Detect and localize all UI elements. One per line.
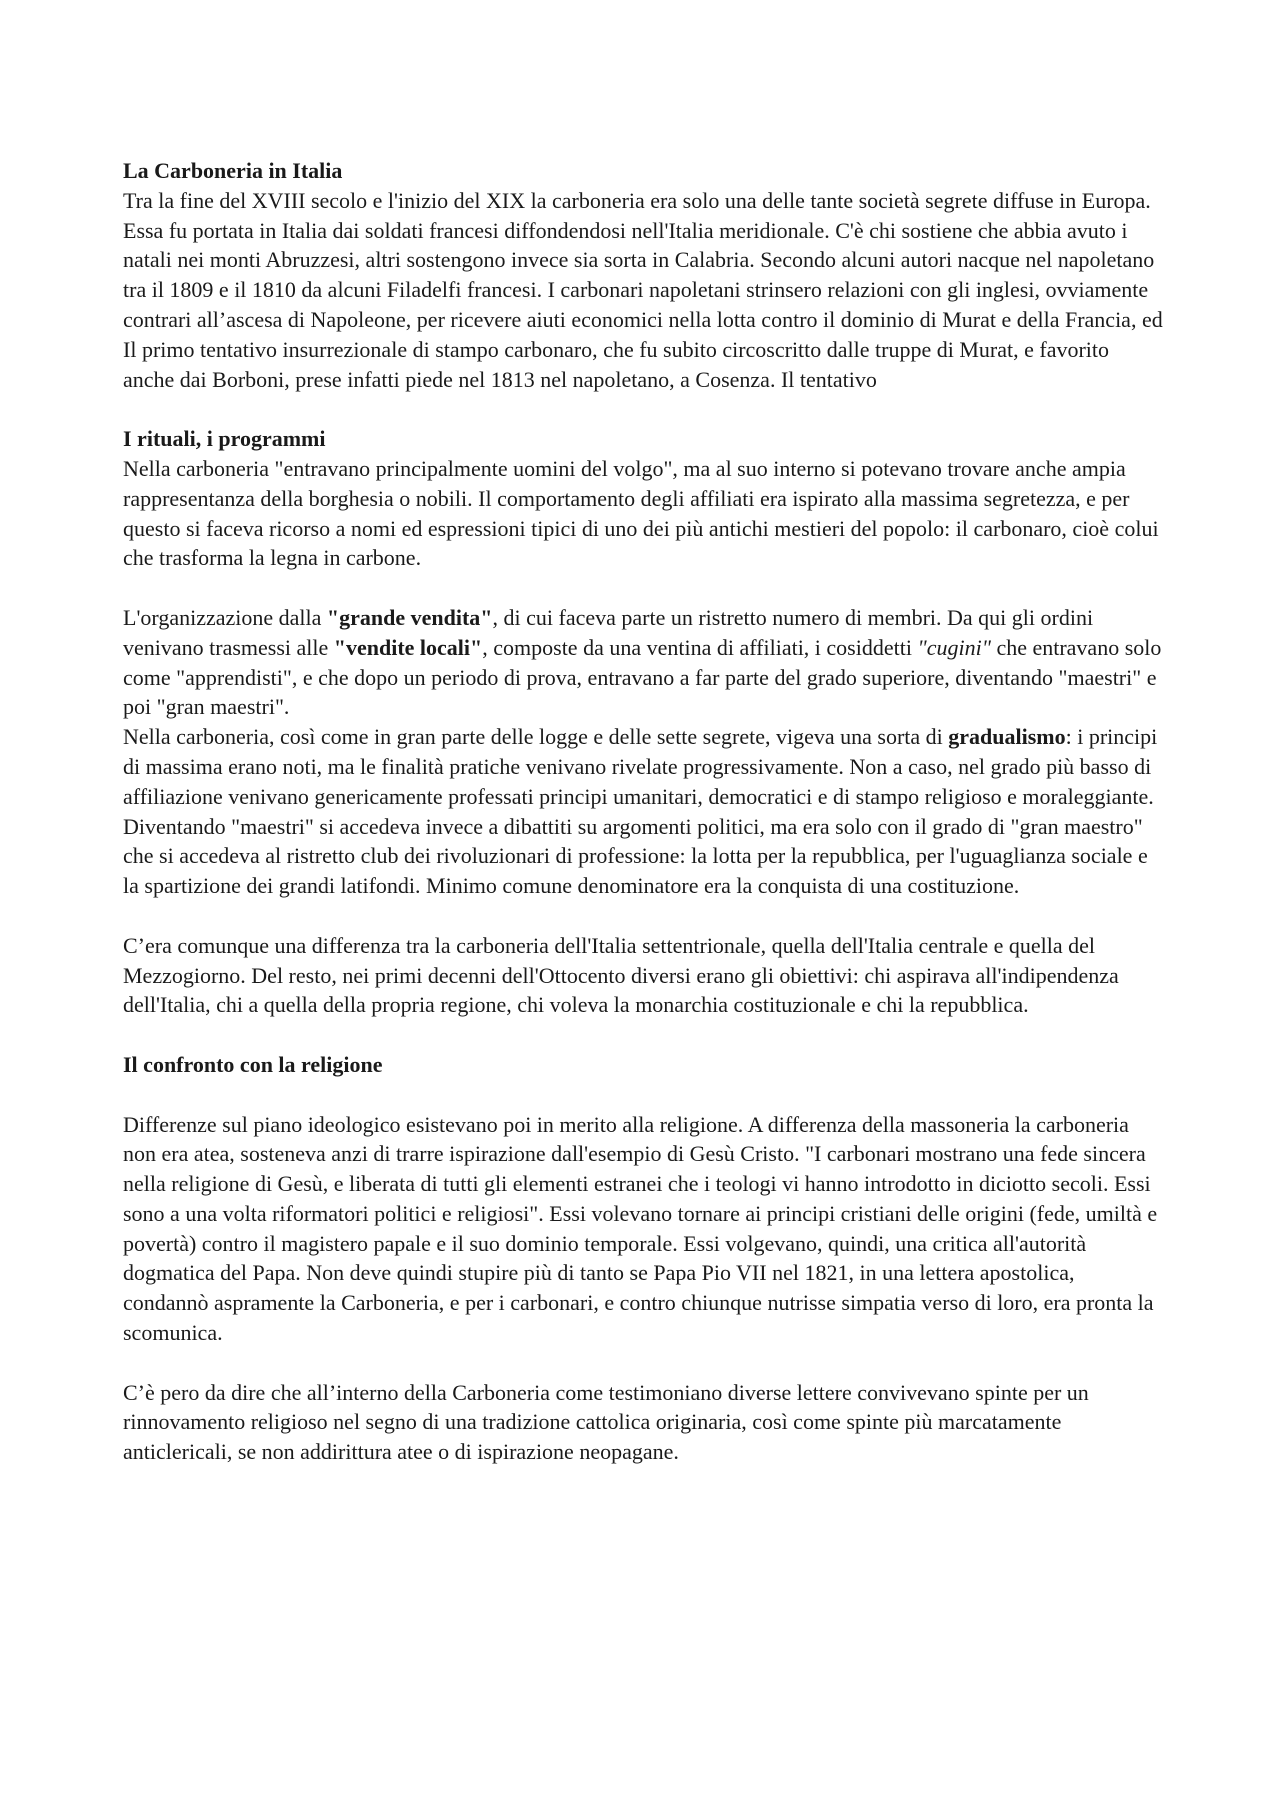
spacer [123, 901, 1163, 931]
text-run: L'organizzazione dalla [123, 604, 327, 630]
text-run: che entravano solo come "apprendisti", e che dopo un periodo di prova, entravano a far parte del grado superiore, diventando "maestri" e poi "gran maestri". [123, 634, 1162, 720]
spacer [123, 1020, 1163, 1050]
paragraph-internal-currents: C’è pero da dire che all’interno della Carboneria come testimoniano diverse lettere convivevano spinte per un rinnovamento religioso nel segno di una tradizione cattolica originaria, così come spinte più marcatamente anticlericali, se non addirittura atee o di ispirazione neopagane. [123, 1379, 1089, 1465]
text-run: , di cui faceva parte un ristretto numero di membri. Da qui gli ordini venivano trasmessi alle [123, 604, 1094, 660]
bold-term-vendite-locali: "vendite locali" [333, 634, 483, 660]
text-run: , composte da una ventina di affiliati, i cosiddetti [482, 634, 918, 660]
spacer [123, 1348, 1163, 1378]
section-heading-rituali-programmi: I rituali, i programmi [123, 426, 326, 452]
paragraph-origins: Tra la fine del XVIII secolo e l'inizio del XIX la carboneria era solo una delle tante società segrete diffuse in Europa. Essa fu portata in Italia dai soldati francesi diffondendosi nell'Italia meridionale. C'è chi sostiene che abbia avuto i natali nei monti Abruzzesi, altri sostengono invece sia sorta in Calabria. Secondo alcuni autori nacque nel napoletano tra il 1809 e il 1810 da alcuni Filadelfi francesi. I carbonari napoletani strinsero relazioni con gli inglesi, ovviamente contrari all’ascesa di Napoleone, per ricevere aiuti economici nella lotta contro il dominio di Murat e della Francia, ed Il primo tentativo insurrezionale di stampo carbonaro, che fu subito circoscritto dalle truppe di Murat, e favorito anche dai Borboni, prese infatti piede nel 1813 nel napoletano, a Cosenza. Il tentativo [123, 187, 1163, 392]
spacer [123, 573, 1163, 603]
spacer [123, 1080, 1163, 1110]
section-heading-confronto-religione: Il confronto con la religione [123, 1051, 383, 1077]
document-page [123, 156, 1163, 1467]
paragraph-membership: Nella carboneria "entravano principalmente uomini del volgo", ma al suo interno si potevano trovare anche ampia rappresentanza della borghesia o nobili. Il comportamento degli affiliati era ispirato alla massima segretezza, e per questo si faceva ricorso a nomi ed espressioni tipici di uno dei più antichi mestieri del popolo: il carbonaro, cioè colui che trasforma la legna in carbone. [123, 455, 1159, 571]
spacer [123, 394, 1163, 424]
italic-term-cugini: "cugini" [917, 634, 991, 660]
paragraph-religion: Differenze sul piano ideologico esistevano poi in merito alla religione. A differenza della massoneria la carboneria non era atea, sosteneva anzi di trarre ispirazione dall'esempio di Gesù Cristo. "I carbonari mostrano una fede sincera nella religione di Gesù, e liberata di tutti gli elementi estranei che i teologi vi hanno introdotto in diciotto secoli. Essi sono a una volta riformatori politici e religiosi". Essi volevano tornare ai principi cristiani delle origini (fede, umiltà e povertà) contro il magistero papale e il suo dominio temporale. Essi volgevano, quindi, una critica all'autorità dogmatica del Papa. Non deve quindi stupire più di tanto se Papa Pio VII nel 1821, in una lettera apostolica, condannò aspramente la Carboneria, e per i carbonari, e contro chiunque nutrisse simpatia verso di loro, era pronta la scomunica. [123, 1111, 1158, 1346]
paragraph-differences: C’era comunque una differenza tra la carboneria dell'Italia settentrionale, quella dell'Italia centrale e quella del Mezzogiorno. Del resto, nei primi decenni dell'Ottocento diversi erano gli obiettivi: chi aspirava all'indipendenza dell'Italia, chi a quella della propria regione, chi voleva la monarchia costituzionale e chi la repubblica. [123, 932, 1119, 1018]
text-run: : i principi di massima erano noti, ma le finalità pratiche venivano rivelate progressivamente. Non a caso, nel grado più basso di affiliazione venivano genericamente professati principi umanitari, democratici e di stampo religioso e moraleggiante. Diventando "maestri" si accedeva invece a dibattiti su argomenti politici, ma era solo con il grado di "gran maestro" che si accedeva al ristretto club dei rivoluzionari di professione: la lotta per la repubblica, per l'uguaglianza sociale e la spartizione dei grandi latifondi. Minimo comune denominatore era la conquista di una costituzione. [123, 724, 1158, 899]
paragraph-gradualism [123, 722, 1163, 901]
paragraph-organization [123, 603, 1163, 722]
section-heading-carboneria-in-italia: La Carboneria in Italia [123, 158, 343, 183]
text-run: Nella carboneria, così come in gran parte delle logge e delle sette segrete, vigeva una sorta di [123, 724, 949, 750]
bold-term-grande-vendita: "grande vendita" [326, 604, 493, 630]
bold-term-gradualismo: gradualismo [948, 724, 1066, 750]
